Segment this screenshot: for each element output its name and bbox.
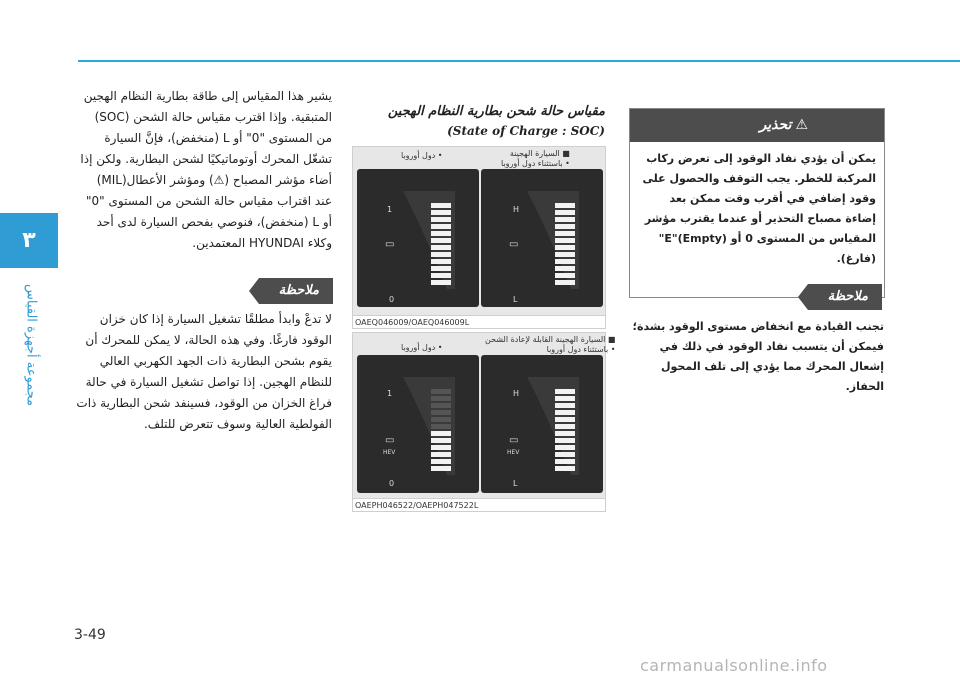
gauge-cluster-eu bbox=[357, 355, 479, 493]
note-badge-1: ملاحظة bbox=[259, 278, 333, 304]
battery-icon: ▭ bbox=[509, 239, 519, 250]
figure-caption-title: ■ السيارة الهجينة القابلة لإعادة الشحن bbox=[485, 335, 616, 344]
section-title: مقياس حالة شحن بطارية النظام الهجين bbox=[387, 104, 605, 119]
battery-icon: ▭ bbox=[509, 435, 519, 446]
hev-label: HEV bbox=[507, 449, 520, 456]
figure-hybrid bbox=[352, 146, 606, 329]
page-number: 3-49 bbox=[74, 627, 106, 643]
figure-plugin-hybrid bbox=[352, 332, 616, 512]
battery-icon: ▭ bbox=[385, 239, 395, 250]
top-rule bbox=[78, 60, 960, 62]
note-1-text: لا تدعْ وابدأ مطلقًا تشغيل السيارة إذا كان خزان الوقود فارغًا. وفي هذه الحالة، لا يمكن للمحرك أن يقوم بشحن البطارية ذات الجهد الكهربي العالي للنظام الهجين. إذا تواصل تشغيل السيارة في حالة فراغ الخزان من الوقود، فسينفد شحن البطارية ذات الفولطية العالية وسوف تتعرض للتلف. bbox=[76, 312, 332, 431]
figure-caption-intl bbox=[501, 149, 570, 169]
gauge-bottom-intl: L bbox=[513, 295, 518, 304]
section-subtitle: (State of Charge : SOC) bbox=[447, 124, 605, 138]
warning-triangle-icon: ⚠ bbox=[795, 117, 808, 133]
figure-caption-title: ■ السيارة الهجينة bbox=[509, 149, 570, 158]
note-badge-2: ملاحظة bbox=[808, 284, 882, 310]
warning-header bbox=[630, 109, 884, 142]
gauge-top-eu: 1 bbox=[387, 389, 393, 398]
note-2-text: تجنب القيادة مع انخفاض مستوى الوقود بشدة؛ فيمكن أن يتسبب نفاد الوقود في ذلك في إشعال المحرك مما يؤدي إلى تلف المحول الحفاز. bbox=[632, 320, 884, 393]
soc-gauge-intl bbox=[517, 189, 579, 299]
gauge-bottom-eu: 0 bbox=[389, 295, 395, 304]
figure-code: OAEPH046522/OAEPH047522L bbox=[353, 498, 605, 511]
watermark: carmanualsonline.info bbox=[640, 656, 828, 675]
battery-icon: ▭ bbox=[385, 435, 395, 446]
figure-caption-intl bbox=[485, 335, 616, 355]
gauge-bottom-eu: 0 bbox=[389, 479, 395, 488]
gauge-top-intl: H bbox=[513, 205, 520, 214]
figure-caption-eu: • دول أوروبا bbox=[401, 343, 443, 352]
soc-gauge-eu bbox=[393, 375, 455, 485]
gauge-top-intl: H bbox=[513, 389, 520, 398]
figure-code: OAEQ046009/OAEQ046009L bbox=[353, 315, 605, 328]
warning-title: تحذير bbox=[759, 117, 792, 133]
figure-caption-sub: • باستثناء دول أوروبا bbox=[546, 345, 616, 354]
figure-caption-sub: • باستثناء دول أوروبا bbox=[501, 159, 570, 168]
warning-text: يمكن أن يؤدي نفاد الوقود إلى تعرض ركاب المركبة للخطر. يجب التوقف والحصول على وقود إضافي في أقرب وقت ممكن بعد إضاءة مصباح التحذير أو عندما يقترب مؤشر المقياس من المستوى 0 أو E"(Empty)" (فارغ). bbox=[642, 152, 876, 265]
soc-gauge-eu bbox=[393, 189, 455, 299]
chapter-number: ٣ bbox=[22, 228, 36, 253]
gauge-cluster-eu bbox=[357, 169, 479, 307]
figure-caption-eu: • دول أوروبا bbox=[401, 151, 443, 160]
gauge-bottom-intl: L bbox=[513, 479, 518, 488]
intro-paragraph: يشير هذا المقياس إلى طاقة بطارية النظام الهجين المتبقية. وإذا اقترب مقياس حالة الشحن (SOC) من المستوى "0" أو L (منخفض)، فإنَّ السيارة تشغّل المحرك أوتوماتيكيًا لشحن البطارية. ولكن إذا أضاء مؤشر المصباح (⚠) ومؤشر الأعطال(MIL) عند اقتراب مقياس حالة الشحن من المستوى "0" أو L (منخفض)، فنوصي بفحص السيارة لدى أحد وكلاء HYUNDAI المعتمدين. bbox=[80, 89, 332, 250]
gauge-cluster-intl bbox=[481, 169, 603, 307]
gauge-cluster-intl bbox=[481, 355, 603, 493]
soc-gauge-intl bbox=[517, 375, 579, 485]
warning-box bbox=[629, 108, 885, 298]
gauge-top-eu: 1 bbox=[387, 205, 393, 214]
chapter-label: مجموعة أجهزة القياس bbox=[23, 283, 39, 407]
hev-label: HEV bbox=[383, 449, 396, 456]
